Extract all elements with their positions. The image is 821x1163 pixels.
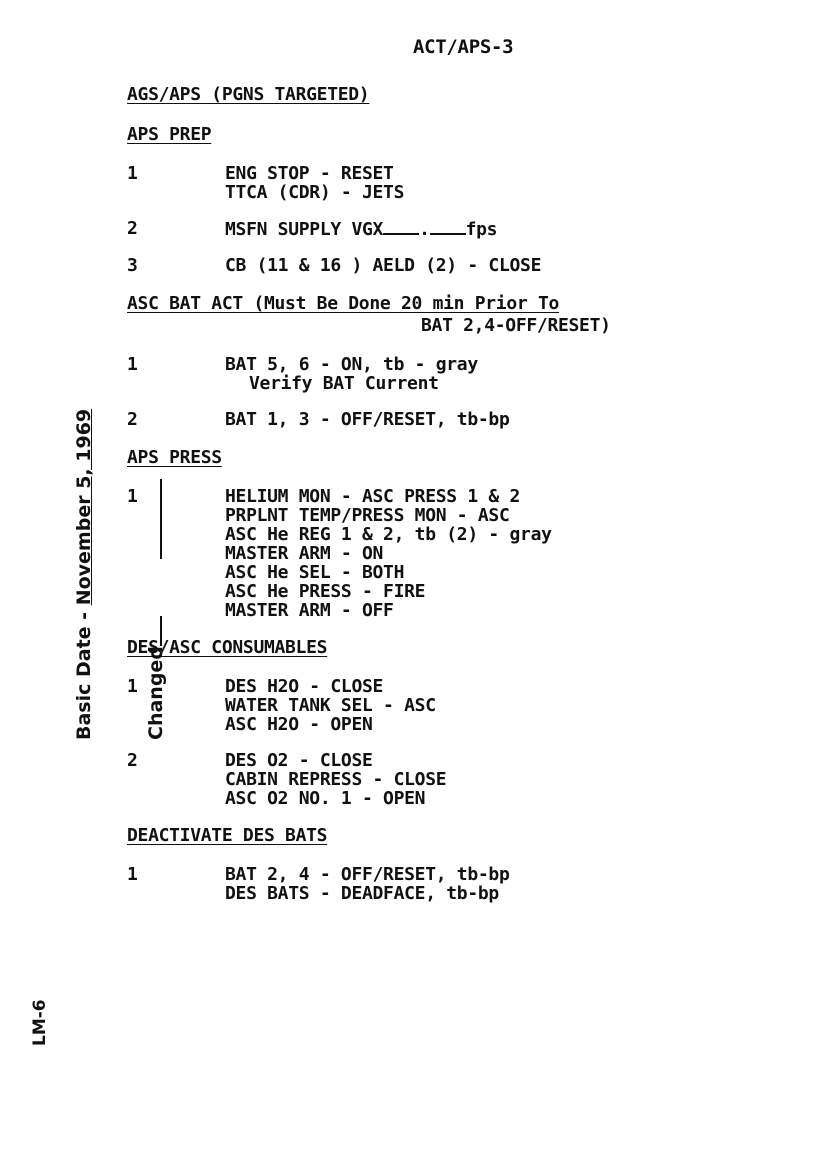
step-line: DES H2O - CLOSE: [225, 676, 384, 697]
step: [127, 164, 807, 202]
step: [127, 355, 807, 393]
margin-date-stamp: [24, 409, 192, 740]
step-line: BAT 1, 3 - OFF/RESET, tb-bp: [225, 409, 510, 430]
basic-date-line: [72, 409, 96, 740]
step-line: ASC He REG 1 & 2, tb (2) - gray: [225, 524, 552, 545]
step-number: 1: [127, 864, 138, 885]
section-heading: APS PREP: [127, 124, 212, 145]
section-heading: DEACTIVATE DES BATS: [127, 825, 328, 846]
step: [127, 219, 807, 239]
section-note: (Must Be Done 20 min Prior To: [242, 293, 560, 314]
step-line: ASC He SEL - BOTH: [225, 562, 405, 583]
step-line: WATER TANK SEL - ASC: [225, 695, 436, 716]
vgx-label: MSFN SUPPLY VGX: [225, 219, 384, 240]
step-line: ASC H2O - OPEN: [225, 714, 373, 735]
step-line: BAT 5, 6 - ON, tb - gray: [225, 354, 478, 375]
step-line: DES BATS - DEADFACE, tb-bp: [225, 883, 499, 904]
section-heading-row: [127, 293, 807, 315]
step-number: 1: [127, 676, 138, 697]
section-note-continued: BAT 2,4-OFF/RESET): [421, 315, 611, 336]
step-number: 1: [127, 354, 138, 375]
step: [127, 865, 807, 903]
document-id: LM-6: [30, 999, 50, 1046]
step-line: ENG STOP - RESET: [225, 163, 394, 184]
step-number: 2: [127, 409, 138, 430]
step: [127, 677, 807, 734]
section-des-asc-consumables: [127, 637, 807, 808]
step-line: CABIN REPRESS - CLOSE: [225, 769, 447, 790]
section-asc-bat-act: [127, 293, 807, 430]
basic-date-label: Basic Date -: [73, 611, 95, 740]
step-line: CB (11 & 16 ) AELD (2) - CLOSE: [225, 255, 542, 276]
step-number: 3: [127, 255, 138, 276]
units-label: fps: [465, 219, 498, 240]
changed-value-rule: [146, 479, 162, 559]
step-line: MASTER ARM - ON: [225, 543, 384, 564]
step-line: [225, 219, 497, 239]
step: [127, 410, 807, 430]
step: [127, 751, 807, 808]
step-line: ASC He PRESS - FIRE: [225, 581, 426, 602]
step-number: 2: [127, 218, 138, 239]
procedure-content: [127, 84, 807, 920]
step-line: ASC O2 NO. 1 - OPEN: [225, 788, 426, 809]
section-heading: ASC BAT ACT: [127, 293, 243, 314]
step-number: 2: [127, 750, 138, 771]
step: [127, 256, 807, 276]
step-line: DES O2 - CLOSE: [225, 750, 373, 771]
vgx-blank-whole[interactable]: [383, 219, 419, 235]
changed-label: Changed: [145, 646, 167, 740]
section-aps-press: [127, 447, 807, 620]
decimal-point: .: [419, 219, 430, 240]
step-line: HELIUM MON - ASC PRESS 1 & 2: [225, 486, 521, 507]
section-heading: APS PRESS: [127, 447, 222, 468]
changed-line: [144, 409, 168, 740]
step-line: PRPLNT TEMP/PRESS MON - ASC: [225, 505, 510, 526]
vgx-blank-fraction[interactable]: [430, 219, 466, 235]
page-header: ACT/APS-3: [413, 36, 514, 58]
section-deactivate-des-bats: [127, 825, 807, 903]
step-number: 1: [127, 163, 138, 184]
basic-date-value: November 5, 1969: [73, 408, 95, 606]
step-line: Verify BAT Current: [249, 373, 439, 394]
section-aps-prep: [127, 124, 807, 276]
document-title: AGS/APS (PGNS TARGETED): [127, 84, 370, 105]
section-heading: DES/ASC CONSUMABLES: [127, 637, 328, 658]
step-line: BAT 2, 4 - OFF/RESET, tb-bp: [225, 864, 510, 885]
changed-rule: [146, 616, 162, 646]
step: [127, 487, 807, 620]
step-line: TTCA (CDR) - JETS: [225, 182, 405, 203]
step-line: MASTER ARM - OFF: [225, 600, 394, 621]
step-number: 1: [127, 486, 138, 507]
